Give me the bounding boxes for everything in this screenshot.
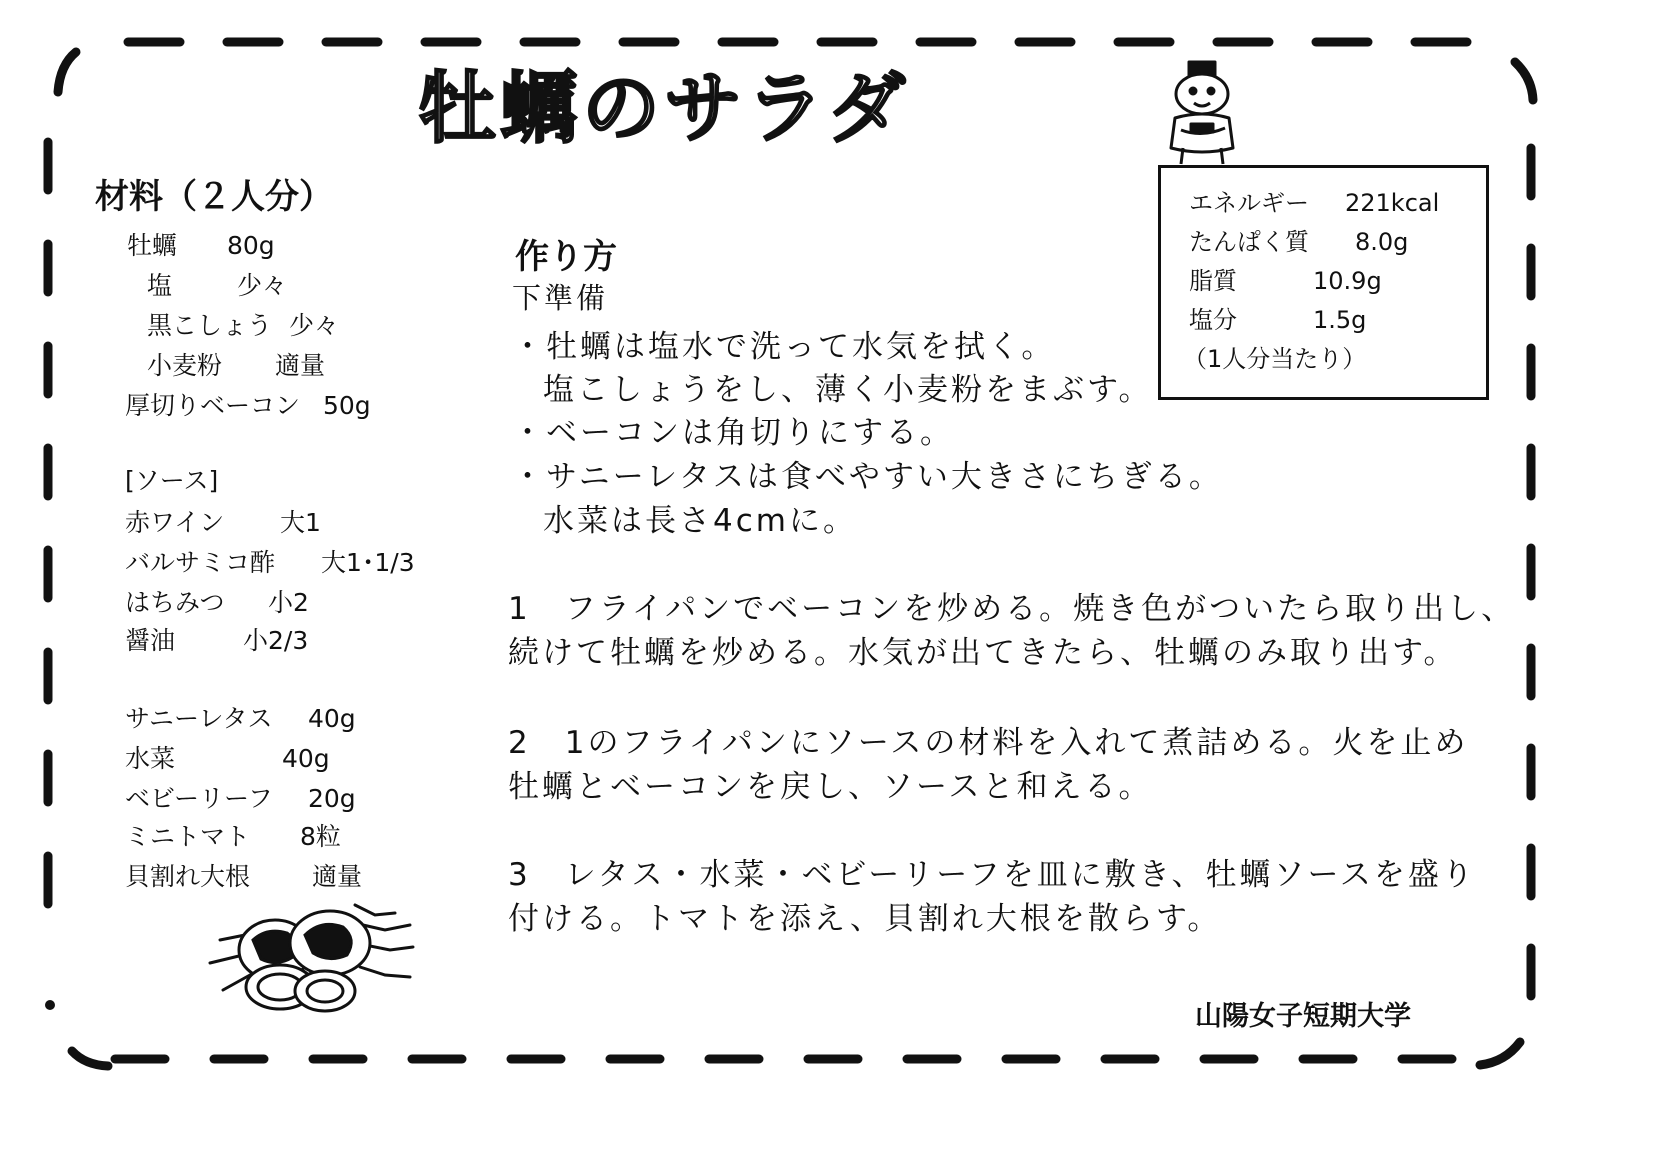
sauce-subheading: [ソース] — [125, 466, 219, 495]
ingredient-amount: 小2/3 — [243, 626, 309, 655]
step-2-line-1: 2 1のフライパンにソースの材料を入れて煮詰める。火を止め — [508, 725, 1469, 761]
prep-line: ・ベーコンは角切りにする。 — [512, 415, 954, 451]
ingredient-name: 醤油 — [125, 626, 176, 655]
ingredient-amount: 40g — [282, 744, 330, 773]
ingredient-name: バルサミコ酢 — [125, 548, 276, 577]
nutrition-label: 塩分 — [1189, 306, 1237, 334]
ingredient-row — [147, 351, 326, 380]
prep-heading: 下準備 — [512, 281, 609, 315]
ingredient-amount: 大1･1/3 — [321, 548, 415, 577]
prep-line: 水菜は長さ4cmに。 — [543, 503, 857, 539]
frame-corner-bottom-left — [72, 1051, 108, 1066]
ingredient-name: 厚切りベーコン — [125, 391, 301, 420]
ingredient-name: ベビーリーフ — [125, 784, 273, 813]
nutrition-label: エネルギー — [1189, 189, 1309, 217]
ingredient-row — [125, 626, 309, 655]
frame-dot — [45, 1000, 55, 1010]
nutrition-row-salt — [1189, 306, 1367, 334]
ingredient-name: サニーレタス — [125, 704, 273, 733]
step-3-line-2: 付ける。トマトを添え、貝割れ大根を散らす。 — [508, 901, 1222, 937]
ingredient-name: 小麦粉 — [147, 351, 223, 380]
ingredient-amount: 20g — [308, 784, 356, 813]
ingredient-name: 牡蠣 — [127, 231, 178, 260]
ingredients-heading: 材料（２人分） — [95, 177, 333, 217]
frame-corner-top-right — [1515, 62, 1533, 100]
method-heading: 作り方 — [515, 237, 617, 277]
nutrition-note: （1人分当たり） — [1183, 345, 1367, 373]
oyster-illustration-icon — [205, 895, 420, 1025]
ingredient-row — [125, 744, 330, 773]
ingredient-row — [147, 311, 340, 340]
ingredient-name: 塩 — [147, 271, 173, 300]
ingredient-name: 水菜 — [125, 744, 176, 773]
ingredient-amount: 適量 — [275, 351, 326, 380]
ingredient-amount: 小2 — [268, 588, 309, 617]
ingredient-amount: 少々 — [237, 271, 288, 300]
prep-line: ・牡蠣は塩水で洗って水気を拭く。 — [512, 329, 1056, 365]
nutrition-value: 8.0g — [1355, 228, 1409, 256]
ingredient-row — [125, 391, 371, 420]
ingredient-amount: 8粒 — [300, 822, 341, 851]
step-3-line-1: 3 レタス・水菜・ベビーリーフを皿に敷き、牡蠣ソースを盛り — [508, 857, 1476, 893]
nutrition-label: たんぱく質 — [1189, 228, 1309, 256]
ingredient-row — [125, 784, 356, 813]
nutrition-row-fat — [1189, 267, 1382, 295]
nutrition-row-protein — [1189, 228, 1409, 256]
ingredient-name: 赤ワイン — [125, 508, 225, 537]
mascot-icon — [1163, 58, 1243, 168]
ingredient-name: ミニトマト — [125, 822, 251, 851]
nutrition-label: 脂質 — [1189, 267, 1237, 295]
ingredient-row — [125, 704, 356, 733]
ingredient-amount: 適量 — [312, 862, 363, 891]
ingredient-name: 貝割れ大根 — [125, 862, 251, 891]
step-1-line-2: 続けて牡蠣を炒める。水気が出てきたら、牡蠣のみ取り出す。 — [508, 635, 1458, 671]
nutrition-value: 10.9g — [1313, 267, 1382, 295]
ingredient-row — [147, 271, 288, 300]
prep-line: ・サニーレタスは食べやすい大きさにちぎる。 — [512, 459, 1223, 495]
ingredient-amount: 少々 — [289, 311, 340, 340]
ingredient-name: はちみつ — [125, 588, 225, 617]
page-title: 牡蠣のサラダ — [418, 64, 910, 154]
credit-text: 山陽女子短期大学 — [1195, 1001, 1411, 1032]
ingredient-row — [125, 508, 321, 537]
frame-corner-top-left — [58, 52, 76, 92]
ingredient-amount: 大1 — [280, 508, 321, 537]
ingredient-amount: 50g — [323, 391, 371, 420]
ingredient-row — [127, 231, 275, 260]
ingredient-amount: 40g — [308, 704, 356, 733]
step-1-line-1: 1 フライパンでベーコンを炒める。焼き色がついたら取り出し、 — [508, 591, 1516, 627]
ingredient-name: 黒こしょう — [147, 311, 273, 340]
ingredient-row — [125, 862, 363, 891]
ingredient-amount: 80g — [227, 231, 275, 260]
frame-corner-bottom-right — [1480, 1042, 1520, 1065]
prep-line: 塩こしょうをし、薄く小麦粉をまぶす。 — [543, 372, 1153, 408]
ingredient-row — [125, 548, 415, 577]
ingredient-row — [125, 588, 309, 617]
ingredient-row — [125, 822, 341, 851]
nutrition-value: 1.5g — [1313, 306, 1367, 334]
nutrition-box — [1158, 165, 1489, 400]
nutrition-value: 221kcal — [1345, 189, 1440, 217]
nutrition-row-energy — [1189, 189, 1440, 217]
step-2-line-2: 牡蠣とベーコンを戻し、ソースと和える。 — [508, 769, 1153, 805]
